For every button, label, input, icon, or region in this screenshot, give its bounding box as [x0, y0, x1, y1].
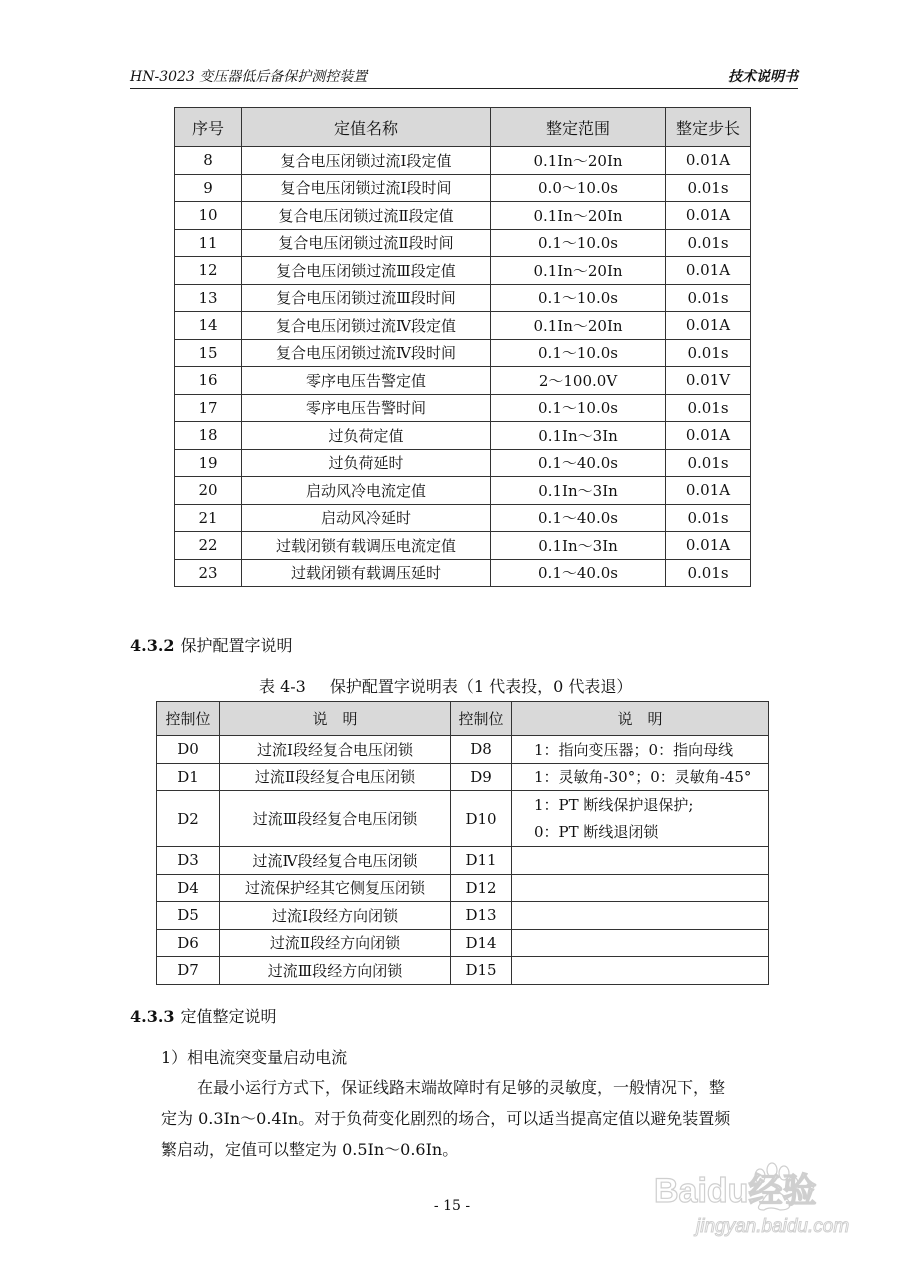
col-header-bit-right: 控制位 [451, 702, 512, 736]
cell-bit-right: D8 [451, 736, 512, 764]
col-header-desc-right: 说 明 [512, 702, 769, 736]
table-row [175, 202, 751, 230]
cell-setting-name: 过载闭锁有载调压电流定值 [242, 532, 491, 560]
table-row [157, 791, 769, 847]
table-caption [259, 674, 632, 697]
caption-text: 保护配置字说明表（1 代表投，0 代表退） [329, 677, 633, 696]
cell-step: 0.01A [666, 422, 751, 450]
section-number: 4.3.2 [130, 636, 175, 655]
cell-setting-name: 复合电压闭锁过流Ⅲ段定值 [242, 257, 491, 285]
cell-index: 22 [175, 532, 242, 560]
cell-bit-left: D2 [157, 791, 220, 847]
table-row [175, 367, 751, 395]
cell-step: 0.01s [666, 504, 751, 532]
table-row [175, 394, 751, 422]
baidu-watermark [644, 1150, 854, 1240]
cell-index: 10 [175, 202, 242, 230]
cell-desc-left: 过流Ⅰ段经方向闭锁 [220, 902, 451, 930]
section-heading-4-3-2 [130, 633, 293, 656]
header-rule [130, 88, 798, 89]
cell-index: 20 [175, 477, 242, 505]
cell-desc-right [512, 847, 769, 875]
table-row [175, 449, 751, 477]
cell-step: 0.01A [666, 477, 751, 505]
table-row [175, 284, 751, 312]
paragraph-line: 在最小运行方式下，保证线路末端故障时有足够的灵敏度，一般情况下，整 [197, 1078, 726, 1097]
cell-bit-right: D13 [451, 902, 512, 930]
cell-desc-line: 1：指向变压器；0：指向母线 [534, 740, 734, 759]
cell-desc-left: 过流Ⅲ段经方向闭锁 [220, 957, 451, 985]
table-header-row [157, 702, 769, 736]
cell-index: 13 [175, 284, 242, 312]
section-title: 定值整定说明 [180, 1007, 277, 1026]
table-row [157, 847, 769, 875]
cell-setting-name: 复合电压闭锁过流Ⅰ段时间 [242, 174, 491, 202]
cell-setting-name: 过负荷定值 [242, 422, 491, 450]
settings-table-body [175, 147, 751, 587]
cell-bit-left: D6 [157, 929, 220, 957]
cell-index: 19 [175, 449, 242, 477]
cell-range: 0.1In～20In [491, 202, 666, 230]
table-row [175, 257, 751, 285]
cell-step: 0.01s [666, 559, 751, 587]
cell-index: 23 [175, 559, 242, 587]
cell-bit-right: D10 [451, 791, 512, 847]
table-row [175, 174, 751, 202]
table-row [175, 532, 751, 560]
cell-setting-name: 启动风冷电流定值 [242, 477, 491, 505]
col-header-step: 整定步长 [666, 108, 751, 147]
list-item-heading: 1）相电流突变量启动电流 [161, 1048, 348, 1067]
table-row [175, 312, 751, 340]
col-header-desc-left: 说 明 [220, 702, 451, 736]
cell-setting-name: 复合电压闭锁过流Ⅱ段时间 [242, 229, 491, 257]
cell-desc-left: 过流保护经其它侧复压闭锁 [220, 874, 451, 902]
cell-desc-left: 过流Ⅳ段经复合电压闭锁 [220, 847, 451, 875]
cell-range: 0.1In～3In [491, 422, 666, 450]
cell-setting-name: 过载闭锁有载调压延时 [242, 559, 491, 587]
cell-bit-right: D11 [451, 847, 512, 875]
table-row [175, 147, 751, 175]
cell-range: 0.1～40.0s [491, 504, 666, 532]
cell-desc-right [512, 902, 769, 930]
watermark-brand: Baidu经验 [654, 1172, 817, 1210]
cell-bit-left: D5 [157, 902, 220, 930]
cell-index: 8 [175, 147, 242, 175]
paragraph-line: 定为 0.3In～0.4In。对于负荷变化剧烈的场合，可以适当提高定值以避免装置频 [161, 1109, 731, 1128]
cell-desc-right [512, 791, 769, 847]
table-row [157, 957, 769, 985]
cell-bit-right: D12 [451, 874, 512, 902]
settings-table [174, 107, 751, 587]
cell-setting-name: 复合电压闭锁过流Ⅲ段时间 [242, 284, 491, 312]
cell-step: 0.01s [666, 229, 751, 257]
col-header-bit-left: 控制位 [157, 702, 220, 736]
cell-bit-left: D7 [157, 957, 220, 985]
section-heading-4-3-3 [130, 1004, 277, 1027]
cell-range: 0.0～10.0s [491, 174, 666, 202]
cell-desc-right [512, 874, 769, 902]
cell-step: 0.01A [666, 532, 751, 560]
table-row [157, 736, 769, 764]
cell-bit-right: D14 [451, 929, 512, 957]
table-header-row [175, 108, 751, 147]
header-title: HN-3023 变压器低后备保护测控装置 [130, 69, 368, 85]
cell-index: 17 [175, 394, 242, 422]
caption-label: 表 4-3 [259, 677, 306, 696]
cell-index: 16 [175, 367, 242, 395]
cell-desc-left: 过流Ⅱ段经复合电压闭锁 [220, 763, 451, 791]
cell-setting-name: 零序电压告警定值 [242, 367, 491, 395]
cell-setting-name: 过负荷延时 [242, 449, 491, 477]
col-header-name: 定值名称 [242, 108, 491, 147]
cell-index: 15 [175, 339, 242, 367]
cell-bit-left: D4 [157, 874, 220, 902]
cell-range: 0.1～10.0s [491, 229, 666, 257]
col-header-range: 整定范围 [491, 108, 666, 147]
cell-desc-left: 过流Ⅰ段经复合电压闭锁 [220, 736, 451, 764]
cell-range: 0.1In～3In [491, 532, 666, 560]
page-header [130, 66, 798, 88]
cell-range: 0.1In～20In [491, 147, 666, 175]
cell-desc-line: 1：PT 断线保护退保护; [534, 795, 694, 814]
cell-bit-left: D3 [157, 847, 220, 875]
cell-index: 9 [175, 174, 242, 202]
cell-setting-name: 复合电压闭锁过流Ⅳ段定值 [242, 312, 491, 340]
cell-bit-left: D0 [157, 736, 220, 764]
cell-range: 0.1～40.0s [491, 449, 666, 477]
table-row [175, 477, 751, 505]
table-row [175, 504, 751, 532]
table-row [157, 763, 769, 791]
cell-step: 0.01s [666, 339, 751, 367]
cell-index: 18 [175, 422, 242, 450]
section-number: 4.3.3 [130, 1007, 175, 1026]
table-row [157, 902, 769, 930]
page-number: - 15 - [433, 1198, 471, 1214]
cell-desc-left: 过流Ⅲ段经复合电压闭锁 [220, 791, 451, 847]
cell-range: 0.1～10.0s [491, 284, 666, 312]
cell-index: 12 [175, 257, 242, 285]
cell-step: 0.01V [666, 367, 751, 395]
cell-step: 0.01s [666, 394, 751, 422]
cell-setting-name: 复合电压闭锁过流Ⅰ段定值 [242, 147, 491, 175]
cell-step: 0.01A [666, 147, 751, 175]
section-title: 保护配置字说明 [180, 636, 293, 655]
cell-bit-left: D1 [157, 763, 220, 791]
cell-step: 0.01A [666, 202, 751, 230]
col-header-index: 序号 [175, 108, 242, 147]
cell-range: 0.1～10.0s [491, 394, 666, 422]
cell-desc-left: 过流Ⅱ段经方向闭锁 [220, 929, 451, 957]
cell-desc-line: 0：PT 断线退闭锁 [534, 822, 659, 841]
watermark-url: jingyan.baidu.com [696, 1216, 850, 1237]
cell-range: 0.1～10.0s [491, 339, 666, 367]
table-row [175, 229, 751, 257]
table-row [175, 559, 751, 587]
cell-range: 2～100.0V [491, 367, 666, 395]
cell-setting-name: 启动风冷延时 [242, 504, 491, 532]
cell-setting-name: 复合电压闭锁过流Ⅳ段时间 [242, 339, 491, 367]
cell-step: 0.01s [666, 449, 751, 477]
table-row [157, 929, 769, 957]
cell-bit-right: D9 [451, 763, 512, 791]
config-word-table-body [157, 736, 769, 985]
table-row [157, 874, 769, 902]
cell-index: 21 [175, 504, 242, 532]
cell-range: 0.1In～3In [491, 477, 666, 505]
table-row [175, 422, 751, 450]
cell-desc-right [512, 736, 769, 764]
cell-setting-name: 复合电压闭锁过流Ⅱ段定值 [242, 202, 491, 230]
cell-range: 0.1In～20In [491, 257, 666, 285]
cell-step: 0.01A [666, 257, 751, 285]
config-word-table [156, 701, 769, 985]
cell-desc-right [512, 763, 769, 791]
cell-bit-right: D15 [451, 957, 512, 985]
cell-desc-right [512, 957, 769, 985]
paragraph-line: 繁启动，定值可以整定为 0.5In～0.6In。 [161, 1140, 459, 1159]
cell-setting-name: 零序电压告警时间 [242, 394, 491, 422]
cell-range: 0.1In～20In [491, 312, 666, 340]
cell-step: 0.01s [666, 284, 751, 312]
cell-index: 11 [175, 229, 242, 257]
cell-desc-right [512, 929, 769, 957]
cell-index: 14 [175, 312, 242, 340]
header-doc-type: 技术说明书 [728, 69, 798, 85]
cell-range: 0.1～40.0s [491, 559, 666, 587]
cell-desc-line: 1：灵敏角-30°；0：灵敏角-45° [534, 768, 752, 787]
cell-step: 0.01A [666, 312, 751, 340]
table-row [175, 339, 751, 367]
cell-step: 0.01s [666, 174, 751, 202]
